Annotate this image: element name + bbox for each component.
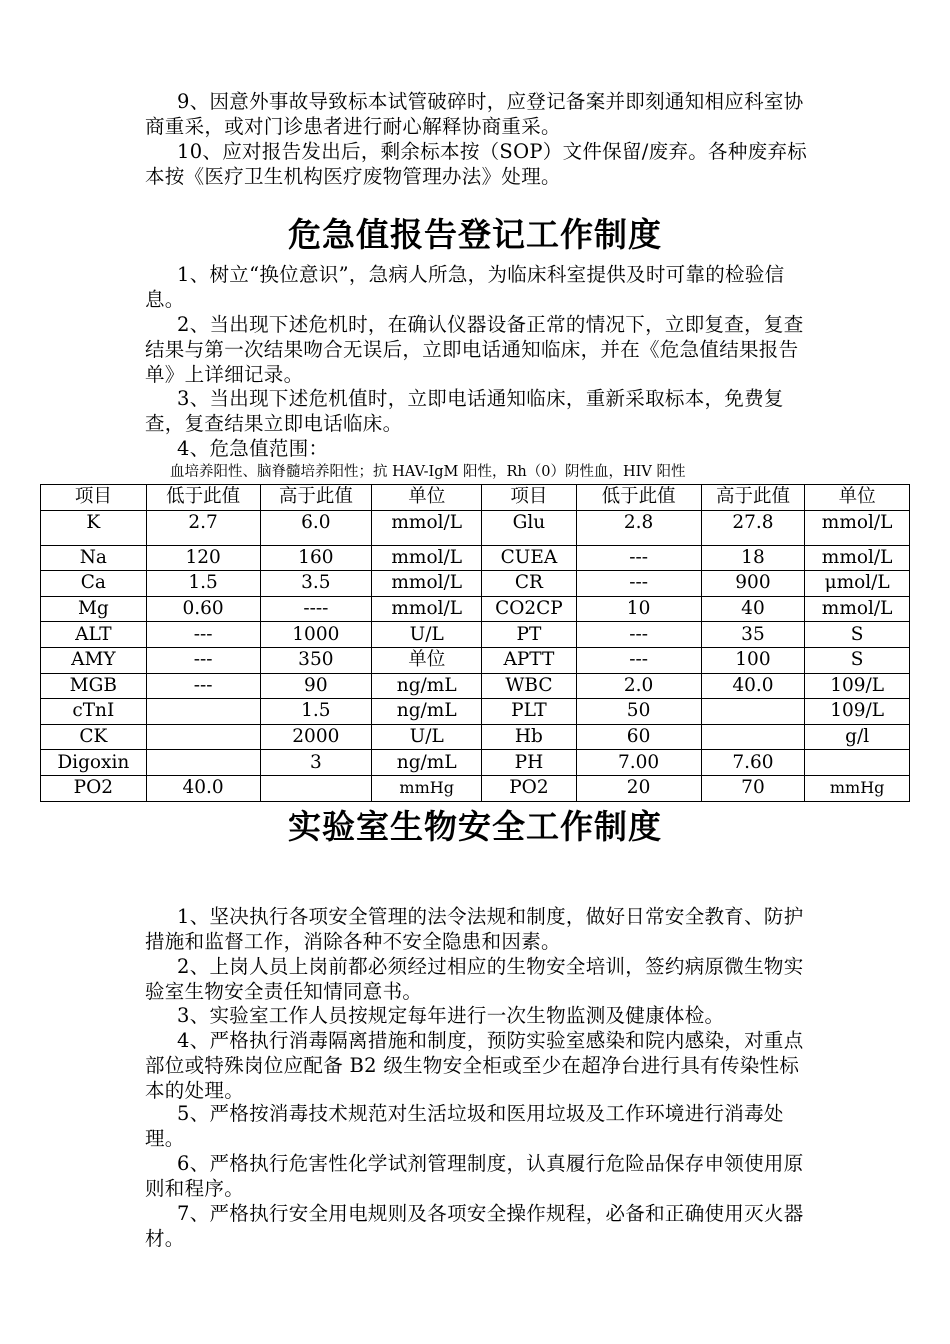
table-cell: 40.0	[146, 775, 260, 801]
table-cell: 7.00	[576, 750, 701, 776]
table-row	[41, 647, 910, 673]
table-cell	[701, 699, 805, 725]
table-cell: μmol/L	[805, 571, 910, 597]
table-cell: WBC	[482, 673, 576, 699]
table-cell: 3	[260, 750, 372, 776]
table-cell: 60	[576, 724, 701, 750]
header-high-2: 高于此值	[701, 485, 805, 511]
table-cell: ng/mL	[372, 750, 482, 776]
table-body	[41, 510, 910, 801]
header-low-2: 低于此值	[576, 485, 701, 511]
table-cell: K	[41, 510, 147, 545]
section-title-critical-value: 危急值报告登记工作制度	[288, 215, 662, 254]
table-row	[41, 750, 910, 776]
table-cell: mmol/L	[372, 545, 482, 571]
section-title-biosafety: 实验室生物安全工作制度	[288, 807, 662, 846]
critical-item-2: 2、当出现下述危机时，在确认仪器设备正常的情况下，立即复查，复查结果与第一次结果吻合无误后，立即电话通知临床，并在《危急值结果报告单》上详细记录。	[145, 313, 804, 386]
table-cell: 27.8	[701, 510, 805, 545]
header-unit: 单位	[372, 485, 482, 511]
table-cell: PT	[482, 622, 576, 648]
table-cell: ---	[576, 647, 701, 673]
table-cell: U/L	[372, 622, 482, 648]
critical-item-4: 4、危急值范围：	[177, 437, 329, 460]
table-cell: 单位	[372, 647, 482, 673]
table-cell: 109/L	[805, 699, 910, 725]
table-row	[41, 596, 910, 622]
table-cell: 10	[576, 596, 701, 622]
table-header-row	[41, 485, 910, 511]
table-cell: ---	[146, 647, 260, 673]
table-cell: ng/mL	[372, 673, 482, 699]
table-row	[41, 673, 910, 699]
critical-value-table	[40, 484, 910, 802]
header-high: 高于此值	[260, 485, 372, 511]
table-cell: Hb	[482, 724, 576, 750]
table-cell: 1.5	[260, 699, 372, 725]
table-cell: 50	[576, 699, 701, 725]
table-cell: Ca	[41, 571, 147, 597]
table-cell: 70	[701, 775, 805, 801]
table-cell: 100	[701, 647, 805, 673]
table-cell: 1000	[260, 622, 372, 648]
table-cell	[146, 699, 260, 725]
table-row	[41, 775, 910, 801]
header-item: 项目	[41, 485, 147, 511]
table-cell: mmol/L	[805, 545, 910, 571]
table-cell: mmol/L	[372, 510, 482, 545]
table-row	[41, 545, 910, 571]
table-cell: S	[805, 647, 910, 673]
intro-item-10: 10、应对报告发出后，剩余标本按（SOP）文件保留/废弃。各种废弃标本按《医疗卫生机构医疗废物管理办法》处理。	[145, 140, 808, 188]
table-cell: 160	[260, 545, 372, 571]
table-cell: 1.5	[146, 571, 260, 597]
table-cell	[701, 724, 805, 750]
table-cell: mmHg	[805, 775, 910, 801]
table-cell: PO2	[41, 775, 147, 801]
table-cell: mmol/L	[372, 571, 482, 597]
table-cell	[146, 724, 260, 750]
biosafety-item-6: 6、严格执行危害性化学试剂管理制度，认真履行危险品保存申领使用原则和程序。	[145, 1152, 804, 1200]
table-cell: ---	[146, 673, 260, 699]
table-cell	[146, 750, 260, 776]
critical-note: 血培养阳性、脑脊髓培养阳性；抗 HAV-IgM 阳性，Rh（0）阴性血，HIV 阳性	[170, 464, 686, 480]
table-cell: 109/L	[805, 673, 910, 699]
table-cell: mmol/L	[372, 596, 482, 622]
table-cell: 40	[701, 596, 805, 622]
table-cell: 2.0	[576, 673, 701, 699]
table-cell: Na	[41, 545, 147, 571]
biosafety-item-5: 5、严格按消毒技术规范对生活垃圾和医用垃圾及工作环境进行消毒处理。	[145, 1102, 784, 1150]
table-cell: MGB	[41, 673, 147, 699]
table-cell: 20	[576, 775, 701, 801]
table-cell	[805, 750, 910, 776]
table-cell: Mg	[41, 596, 147, 622]
biosafety-item-3: 3、实验室工作人员按规定每年进行一次生物监测及健康体检。	[177, 1004, 725, 1027]
biosafety-item-7: 7、严格执行安全用电规则及各项安全操作规程，必备和正确使用灭火器材。	[145, 1202, 804, 1250]
table-cell: 3.5	[260, 571, 372, 597]
header-low: 低于此值	[146, 485, 260, 511]
table-cell: 2.7	[146, 510, 260, 545]
table-cell	[260, 775, 372, 801]
table-cell: 7.60	[701, 750, 805, 776]
critical-item-3: 3、当出现下述危机值时，立即电话通知临床，重新采取标本，免费复查，复查结果立即电话临床。	[145, 387, 784, 435]
table-cell: CR	[482, 571, 576, 597]
table-cell: Digoxin	[41, 750, 147, 776]
table-cell: ALT	[41, 622, 147, 648]
table-cell: 2000	[260, 724, 372, 750]
table-cell: ----	[260, 596, 372, 622]
table-cell: 350	[260, 647, 372, 673]
table-cell: ---	[576, 622, 701, 648]
table-cell: 900	[701, 571, 805, 597]
table-cell: U/L	[372, 724, 482, 750]
table-cell: mmHg	[372, 775, 482, 801]
table-row	[41, 724, 910, 750]
table-cell: ---	[146, 622, 260, 648]
table-cell: g/l	[805, 724, 910, 750]
table-cell: ---	[576, 571, 701, 597]
table-cell: ng/mL	[372, 699, 482, 725]
table-cell: mmol/L	[805, 510, 910, 545]
table-cell: 2.8	[576, 510, 701, 545]
table-cell: ---	[576, 545, 701, 571]
header-unit-2: 单位	[805, 485, 910, 511]
table-cell: CK	[41, 724, 147, 750]
biosafety-item-4: 4、严格执行消毒隔离措施和制度，预防实验室感染和院内感染，对重点部位或特殊岗位应配备 B2 级生物安全柜或至少在超净台进行具有传染性标本的处理。	[145, 1029, 804, 1102]
table-cell: S	[805, 622, 910, 648]
critical-item-1: 1、树立“换位意识”，急病人所急，为临床科室提供及时可靠的检验信息。	[145, 263, 785, 311]
table-cell: Glu	[482, 510, 576, 545]
table-cell: 120	[146, 545, 260, 571]
table-cell: mmol/L	[805, 596, 910, 622]
table-row	[41, 510, 910, 545]
table-cell: 18	[701, 545, 805, 571]
table-cell: CUEA	[482, 545, 576, 571]
intro-item-9: 9、因意外事故导致标本试管破碎时，应登记备案并即刻通知相应科室协商重采，或对门诊患者进行耐心解释协商重采。	[145, 90, 804, 138]
table-cell: CO2CP	[482, 596, 576, 622]
table-cell: PLT	[482, 699, 576, 725]
table-cell: 40.0	[701, 673, 805, 699]
table-cell: cTnI	[41, 699, 147, 725]
table-cell: APTT	[482, 647, 576, 673]
table-cell: PO2	[482, 775, 576, 801]
table-row	[41, 622, 910, 648]
table-cell: 6.0	[260, 510, 372, 545]
table-cell: 0.60	[146, 596, 260, 622]
table-row	[41, 699, 910, 725]
header-item-2: 项目	[482, 485, 576, 511]
biosafety-item-1: 1、坚决执行各项安全管理的法令法规和制度，做好日常安全教育、防护措施和监督工作，消除各种不安全隐患和因素。	[145, 905, 804, 953]
table-cell: 35	[701, 622, 805, 648]
biosafety-item-2: 2、上岗人员上岗前都必须经过相应的生物安全培训，签约病原微生物实验室生物安全责任知情同意书。	[145, 955, 804, 1003]
table-cell: AMY	[41, 647, 147, 673]
table-cell: PH	[482, 750, 576, 776]
table-row	[41, 571, 910, 597]
table-cell: 90	[260, 673, 372, 699]
